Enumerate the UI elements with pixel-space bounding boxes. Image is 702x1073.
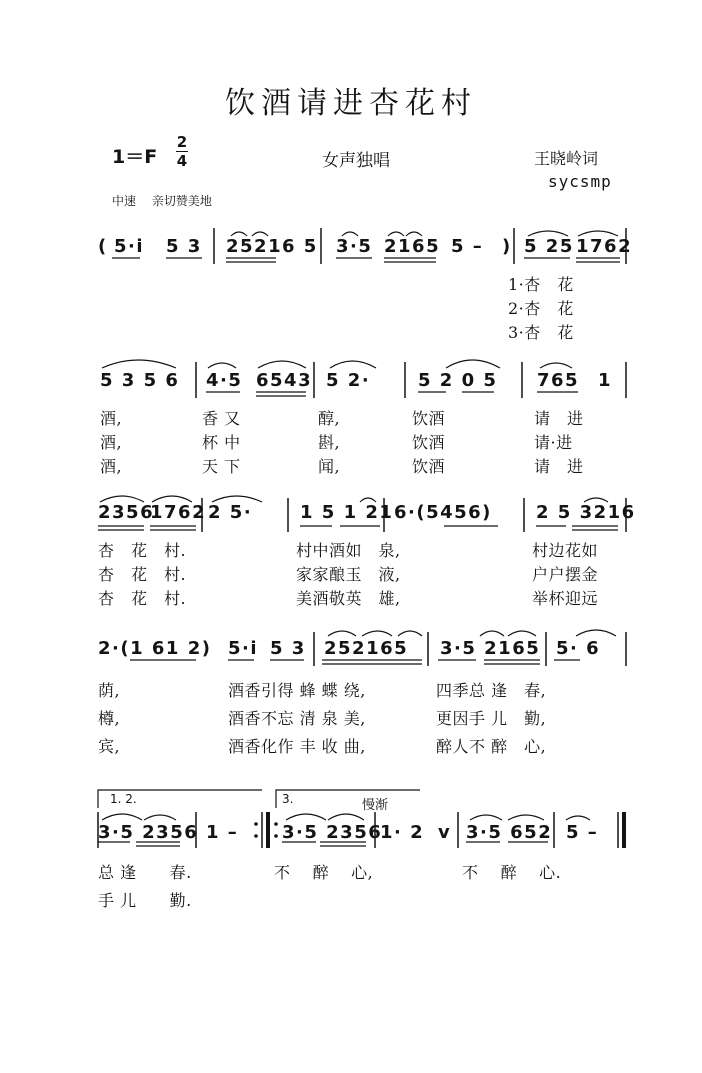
notation-group: ( [98,236,108,257]
lyric-verse-1: 香 又 [202,409,241,428]
lyric-verse-3: 饮酒 [412,457,446,476]
lyric-verse-2: 户户摆金 [532,565,599,584]
lyric-verse-2: 手 儿 勤. [98,891,192,910]
lyric-verse-3: 闻, [318,457,341,476]
notation-group: 2521 [226,236,283,257]
lyric-verse-1: 不 醉 心, [274,863,374,882]
lyric-verse-3: 美酒敬英 雄, [296,589,401,608]
lyric-verse-1: 醇, [318,409,341,428]
lyric-verse-1: 饮酒 [412,409,446,428]
notation-group: 5 3 5 6 [100,370,180,391]
volta-1-2-label: 1. 2. [110,792,137,806]
notation-group: 1 [598,370,613,391]
notation-group: v [438,822,452,843]
notation-group: 6543 [256,370,313,391]
notation-group: 3·5 [336,236,373,257]
notation-group: 2356 [98,502,155,523]
lyric-verse-1: 1·杏 花 [508,275,574,294]
notation-group: 1762 [576,236,633,257]
system-3-barlines [202,498,626,532]
system-4-barlines [314,632,626,666]
lyric-verse-3: 天 下 [202,457,241,476]
lyric-verse-3: 举杯迎远 [532,589,599,608]
lyric-verse-2: 酒, [100,433,123,452]
lyric-verse-1: 请 进 [534,409,584,428]
lyric-verse-1: 酒, [100,409,123,428]
notation-group: 1 5 1 21 [300,502,394,523]
system-5-slurs [98,814,590,846]
notation-group: 3·5 2165 [440,638,541,659]
lyric-verse-2: 酒香不忘 清 泉 美, [228,709,366,728]
notation-group: 5 – [566,822,599,843]
notation-group: 765 [537,370,580,391]
notation-group: ) [502,236,512,257]
uploader-credit: sycsmp [548,172,612,191]
lyric-verse-2: 斟, [318,433,341,452]
lyric-verse-1: 杏 花 村. [98,541,187,560]
volta-3-label: 3. [282,792,294,806]
lyric-verse-1: 酒香引得 蜂 蝶 绕, [228,681,366,700]
tempo-marking: 中速 亲切赞美地 [112,194,212,208]
notation-group: 2 5 3216 [536,502,636,523]
notation-group: 5 3 [270,638,306,659]
notation-group: 5· 6 [556,638,601,659]
tempo-change-marking: 慢渐 [362,798,389,813]
notation-group: 6·(5456) [394,502,492,523]
notation-group: 1· 2 [380,822,425,843]
system-2-slurs [102,360,578,396]
lyric-verse-1: 村中酒如 泉, [296,541,401,560]
notation-group: 5 3 [166,236,202,257]
system-3-slurs [98,496,618,530]
notation-group: 5 2 0 5 [418,370,498,391]
notation-group: 3·5 652 [466,822,553,843]
lyric-verse-1: 不 醉 心. [462,863,562,882]
lyric-verse-1: 总 逢 春. [98,863,192,882]
lyric-verse-3: 宾, [98,737,121,756]
lyric-verse-2: 请·进 [534,433,573,452]
notation-group: 5 – [451,236,484,257]
lyric-verse-3: 请 进 [534,457,584,476]
notation-group: 5·i [114,236,145,257]
system-1-slurs [112,231,620,262]
lyric-verse-3: 醉人不 醉 心, [436,737,547,756]
lyric-verse-3: 3·杏 花 [508,323,574,342]
lyric-verse-2: 饮酒 [412,433,446,452]
notation-group: 5 2· [326,370,371,391]
notation-group: 6 5 [282,236,318,257]
lyric-verse-3: 杏 花 村. [98,589,187,608]
notation-group: 5 25 [524,236,574,257]
lyric-verse-2: 更因手 儿 勤, [436,709,547,728]
notation-group: 3·5 2356 [282,822,383,843]
lyric-verse-2: 杏 花 村. [98,565,187,584]
notation-group: 1762 [150,502,207,523]
song-title: 饮酒请进杏花村 [225,86,477,121]
lyric-verse-2: 樽, [98,709,121,728]
notation-group: 4·5 [206,370,243,391]
lyric-verse-3: 酒, [100,457,123,476]
system-4-slurs [130,630,616,664]
meter-denominator: 4 [176,152,188,170]
key-signature: 1＝F [112,146,158,168]
lyric-verse-2: 2·杏 花 [508,299,574,318]
notation-group: 2 5· [208,502,253,523]
notation-group: 3·5 2356 [98,822,199,843]
notation-group: 252165 [324,638,409,659]
lyric-verse-1: 村边花如 [532,541,599,560]
lyricist-credit: 王晓岭词 [534,149,599,168]
notation-group: 2165 [384,236,441,257]
lyric-verse-2: 家家酿玉 液, [296,565,401,584]
lyric-verse-1: 荫, [98,681,121,700]
voice-type: 女声独唱 [322,151,390,171]
meter-numerator: 2 [176,133,188,151]
lyric-verse-1: 四季总 逢 春, [436,681,547,700]
lyric-verse-3: 酒香化作 丰 收 曲, [228,737,366,756]
notation-group: 5·i [228,638,259,659]
notation-group: 2·(1 61 2) [98,638,212,659]
lyric-verse-2: 杯 中 [202,433,241,452]
notation-group: 1 – [206,822,239,843]
